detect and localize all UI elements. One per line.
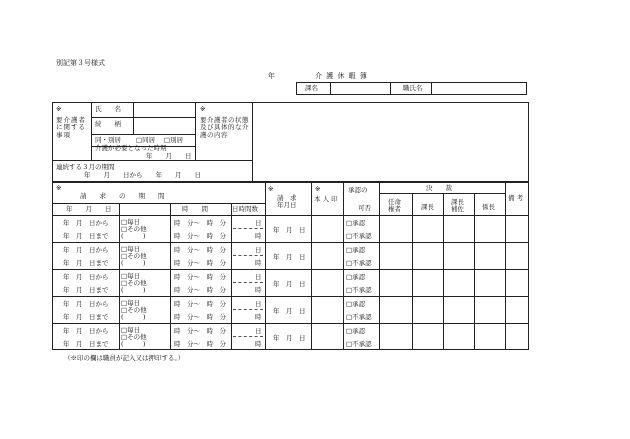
row-other-paren[interactable]: ( ) <box>121 340 146 348</box>
condition-mark: ※ <box>200 105 206 113</box>
row-days-divider <box>233 336 263 337</box>
row-time-1[interactable]: 時 分～ 時 分 <box>174 273 226 281</box>
row-other-checkbox[interactable]: □その他 <box>121 252 147 260</box>
row-subsection-cell[interactable] <box>475 243 504 268</box>
row-request-date[interactable]: 年 月 日 <box>273 280 306 288</box>
col-days: 日時間数 <box>232 205 258 213</box>
row-remarks-cell[interactable] <box>506 297 528 322</box>
row-deputy-cell[interactable] <box>444 324 473 349</box>
row-section-chief-cell[interactable] <box>413 324 442 349</box>
row-deny-checkbox[interactable]: □不承認 <box>346 259 372 267</box>
section-label: 課名 <box>305 84 318 92</box>
staff-field[interactable] <box>432 83 526 94</box>
row-other-checkbox[interactable]: □その他 <box>121 306 147 314</box>
row-hour-unit: 時 <box>255 313 262 321</box>
row-subsection-cell[interactable] <box>475 297 504 322</box>
row-days-divider <box>233 309 263 310</box>
row-section-chief-cell[interactable] <box>413 297 442 322</box>
seal-label: 本 人 印 <box>314 195 338 203</box>
row-time-2[interactable]: 時 分～ 時 分 <box>174 340 226 348</box>
year-label: 年 <box>268 72 275 80</box>
request-date-mark: ※ <box>268 185 274 193</box>
cohabit-same-checkbox[interactable]: □同居 <box>136 136 156 144</box>
condition-field[interactable] <box>253 103 528 181</box>
row-day-unit: 日 <box>255 246 262 254</box>
row-deny-checkbox[interactable]: □不承認 <box>346 286 372 294</box>
row-section-chief-cell[interactable] <box>413 216 442 241</box>
row-hour-unit: 時 <box>255 259 262 267</box>
row-hour-unit: 時 <box>255 286 262 294</box>
name-label: 氏 名 <box>95 105 121 113</box>
approval-label: 承認の <box>348 186 368 194</box>
cohabit-label: 同・別居 <box>95 136 121 144</box>
row-hour-unit: 時 <box>255 232 262 240</box>
row-request-date[interactable]: 年 月 日 <box>273 226 306 234</box>
three-month-range[interactable]: 年 月 日から 年 月 日 <box>84 171 201 179</box>
row-until-date[interactable]: 年 月 日まで <box>63 313 109 321</box>
row-time-1[interactable]: 時 分～ 時 分 <box>174 219 226 227</box>
relation-label: 続 柄 <box>95 120 121 128</box>
care-target-block-label: 要介護者に関する事項 <box>56 116 86 139</box>
request-period-label: 請 求 の 期 間 <box>80 192 165 200</box>
row-approve-checkbox[interactable]: □承認 <box>346 327 366 335</box>
row-time-2[interactable]: 時 分～ 時 分 <box>174 286 226 294</box>
row-day-unit: 日 <box>255 300 262 308</box>
row-approver-cell[interactable] <box>380 270 411 295</box>
row-daily-checkbox[interactable]: □毎日 <box>121 218 141 226</box>
row-from-date[interactable]: 年 月 日から <box>63 273 109 281</box>
form-number: 別記第３号様式 <box>56 59 105 67</box>
row-seal-cell[interactable] <box>312 297 342 322</box>
row-day-unit: 日 <box>255 219 262 227</box>
row-days-divider <box>233 255 263 256</box>
row-until-date[interactable]: 年 月 日まで <box>63 259 109 267</box>
row-hour-unit: 時 <box>255 340 262 348</box>
row-approver-cell[interactable] <box>380 324 411 349</box>
row-request-date[interactable]: 年 月 日 <box>273 253 306 261</box>
approver-label: 任命 権者 <box>388 198 401 214</box>
row-remarks-cell[interactable] <box>506 216 528 241</box>
row-approve-checkbox[interactable]: □承認 <box>346 273 366 281</box>
row-daily-checkbox[interactable]: □毎日 <box>121 272 141 280</box>
row-from-date[interactable]: 年 月 日から <box>63 300 109 308</box>
row-subsection-cell[interactable] <box>475 216 504 241</box>
row-daily-checkbox[interactable]: □毎日 <box>121 245 141 253</box>
cohabit-separate-checkbox[interactable]: □別居 <box>164 136 184 144</box>
row-other-paren[interactable]: ( ) <box>121 259 146 267</box>
row-time-2[interactable]: 時 分～ 時 分 <box>174 259 226 267</box>
row-daily-checkbox[interactable]: □毎日 <box>121 299 141 307</box>
footer-note: （※印の欄は職員が記入又は押印する。） <box>64 354 185 362</box>
seal-mark: ※ <box>315 185 321 193</box>
needed-since-label: 介護が必要となった時期 <box>95 144 167 152</box>
row-daily-checkbox[interactable]: □毎日 <box>121 326 141 334</box>
row-other-paren[interactable]: ( ) <box>121 313 146 321</box>
row-time-1[interactable]: 時 分～ 時 分 <box>174 246 226 254</box>
deputy-label: 課長 補佐 <box>451 198 464 214</box>
row-time-2[interactable]: 時 分～ 時 分 <box>174 232 226 240</box>
row-until-date[interactable]: 年 月 日まで <box>63 232 109 240</box>
row-days-divider <box>233 282 263 283</box>
row-request-date[interactable]: 年 月 日 <box>273 307 306 315</box>
request-mark: ※ <box>56 184 62 192</box>
row-approve-checkbox[interactable]: □承認 <box>346 246 366 254</box>
row-remarks-cell[interactable] <box>506 270 528 295</box>
row-seal-cell[interactable] <box>312 243 342 268</box>
row-approver-cell[interactable] <box>380 216 411 241</box>
row-approver-cell[interactable] <box>380 243 411 268</box>
condition-label: 要介護者の状態及び具体的な介護の内容 <box>200 116 249 139</box>
row-time-2[interactable]: 時 分～ 時 分 <box>174 313 226 321</box>
row-approve-checkbox[interactable]: □承認 <box>346 300 366 308</box>
row-subsection-cell[interactable] <box>475 324 504 349</box>
remarks-label: 備 考 <box>508 194 524 202</box>
row-other-checkbox[interactable]: □その他 <box>121 279 147 287</box>
relation-field[interactable] <box>134 118 194 133</box>
col-date: 年 月 日 <box>66 205 112 213</box>
name-field[interactable] <box>134 103 194 116</box>
care-target-mark: ※ <box>56 105 62 113</box>
row-until-date[interactable]: 年 月 日まで <box>63 286 109 294</box>
row-time-1[interactable]: 時 分～ 時 分 <box>174 327 226 335</box>
approval-sub: 可否 <box>358 204 371 212</box>
col-time: 時 間 <box>182 205 208 213</box>
row-section-chief-cell[interactable] <box>413 270 442 295</box>
row-deny-checkbox[interactable]: □不承認 <box>346 232 372 240</box>
row-other-paren[interactable]: ( ) <box>121 286 146 294</box>
row-deny-checkbox[interactable]: □不承認 <box>346 340 372 348</box>
row-seal-cell[interactable] <box>312 216 342 241</box>
row-other-paren[interactable]: ( ) <box>121 232 146 240</box>
row-days-divider <box>233 228 263 229</box>
row-from-date[interactable]: 年 月 日から <box>63 327 109 335</box>
row-time-1[interactable]: 時 分～ 時 分 <box>174 300 226 308</box>
section-chief-label: 課長 <box>421 203 434 211</box>
row-remarks-cell[interactable] <box>506 243 528 268</box>
subsection-label: 係長 <box>482 203 495 211</box>
row-day-unit: 日 <box>255 273 262 281</box>
row-from-date[interactable]: 年 月 日から <box>63 219 109 227</box>
row-other-checkbox[interactable]: □その他 <box>121 333 147 341</box>
page-title: 介 護 休 暇 簿 <box>315 72 368 80</box>
row-other-checkbox[interactable]: □その他 <box>121 225 147 233</box>
three-month-label: 連続する３月の期間 <box>56 163 115 171</box>
row-deputy-cell[interactable] <box>444 297 473 322</box>
row-until-date[interactable]: 年 月 日まで <box>63 340 109 348</box>
row-section-chief-cell[interactable] <box>413 243 442 268</box>
decision-label: 決 裁 <box>426 184 452 192</box>
row-subsection-cell[interactable] <box>475 270 504 295</box>
row-from-date[interactable]: 年 月 日から <box>63 246 109 254</box>
section-field[interactable] <box>331 83 389 94</box>
row-deputy-cell[interactable] <box>444 243 473 268</box>
row-deputy-cell[interactable] <box>444 216 473 241</box>
row-deny-checkbox[interactable]: □不承認 <box>346 313 372 321</box>
row-seal-cell[interactable] <box>312 324 342 349</box>
row-approve-checkbox[interactable]: □承認 <box>346 219 366 227</box>
row-approver-cell[interactable] <box>380 297 411 322</box>
row-remarks-cell[interactable] <box>506 324 528 349</box>
row-day-unit: 日 <box>255 327 262 335</box>
staff-label: 職氏名 <box>403 84 423 92</box>
request-date-label: 請 求 年月日 <box>277 194 297 210</box>
row-deputy-cell[interactable] <box>444 270 473 295</box>
row-seal-cell[interactable] <box>312 270 342 295</box>
needed-since-date[interactable]: 年 月 日 <box>146 152 192 160</box>
row-request-date[interactable]: 年 月 日 <box>273 334 306 342</box>
